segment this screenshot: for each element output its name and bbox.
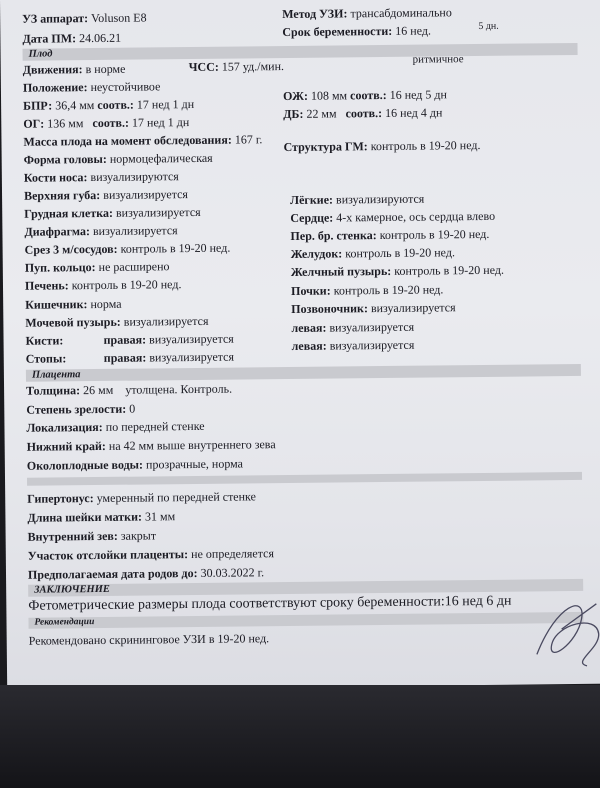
bpd-value: 36,4 мм [55, 98, 95, 113]
lip-label: Верхняя губа: [23, 187, 101, 203]
term-label: Срок беременности: [282, 23, 393, 40]
device-value: Voluson E8 [91, 10, 147, 26]
lmp-label: Дата ПМ: [22, 31, 77, 46]
fl-corr: 16 нед 4 дн [385, 105, 443, 120]
fluid-value: прозрачные, норма [145, 456, 244, 472]
nose-row [24, 169, 179, 185]
method-row [282, 5, 452, 21]
abdwall-value: контроль в 19-20 нед. [379, 226, 490, 243]
hr-row [189, 59, 284, 74]
hands-right-label: правая: [103, 332, 147, 347]
device-label: УЗ аппарат: [22, 11, 89, 26]
tone-value: умеренный по передней стенке [96, 489, 256, 506]
position-row [23, 79, 161, 94]
kidneys-value: контроль в 19-20 нед. [333, 282, 444, 298]
bowel-label: Кишечник: [25, 297, 88, 312]
weight-row [23, 132, 262, 149]
conclusion-text: Фетометрические размеры плода соответствуют сроку беременности:16 нед 6 дн [28, 593, 512, 614]
vessels-label: Срез 3 м/сосудов: [24, 241, 118, 257]
lungs-label: Лёгкие: [290, 192, 334, 207]
thickness-note: утолщена. Контроль. [125, 381, 233, 397]
cervix-label: Длина шейки матки: [27, 509, 143, 525]
fluid-row [27, 456, 243, 472]
brain-row [283, 138, 480, 154]
brain-value: контроль в 19-20 нед. [370, 137, 481, 154]
bladder-row [25, 314, 208, 330]
lip-row [24, 187, 188, 203]
liver-label: Печень: [24, 278, 69, 293]
hc-corr-label: соотв.: [92, 115, 130, 131]
fl-row [283, 105, 442, 121]
maturity-label: Степень зрелости: [26, 401, 127, 417]
term-days: 5 дн. [478, 20, 499, 32]
kidneys-label: Почки: [290, 283, 331, 298]
hands-right-value: визуализируется [149, 331, 234, 347]
ac-value: 108 мм [310, 88, 348, 103]
maturity-value: 0 [129, 401, 136, 416]
hc-value: 136 мм [47, 116, 84, 131]
cervix-row [27, 509, 175, 525]
feet-label: Стопы: [25, 351, 67, 366]
abdwall-row [290, 227, 489, 243]
gallbladder-value: контроль в 19-20 нед. [394, 262, 505, 278]
lungs-value: визуализируются [335, 191, 425, 207]
movements-label: Движения: [22, 62, 83, 77]
abruption-value: не определяется [191, 546, 275, 562]
edd-value: 30.03.2022 г. [200, 565, 265, 580]
head-value: нормоцефалическая [109, 150, 213, 166]
head-row [24, 151, 213, 167]
hc-row [23, 115, 189, 131]
liver-value: контроль в 19-20 нед. [71, 277, 182, 293]
bpd-corr-label: соотв.: [97, 97, 134, 112]
edd-label: Предполагаемая дата родов до: [27, 565, 198, 582]
bowel-row [25, 297, 122, 312]
weight-value: 167 г. [234, 132, 263, 147]
divider-band [27, 472, 582, 486]
bpd-label: БПР: [23, 98, 53, 113]
feet-left-value: визуализируется [329, 337, 415, 353]
diaphragm-value: визуализируется [92, 223, 178, 239]
heart-label: Сердце: [290, 210, 334, 225]
hc-corr: 17 нед 1 дн [131, 115, 190, 130]
diaphragm-label: Диафрагма: [24, 224, 91, 239]
lower-edge-row [27, 437, 276, 454]
stomach-row [291, 245, 455, 261]
hands-right-row [103, 332, 233, 347]
method-value: трансабдоминально [350, 5, 452, 21]
ac-label: ОЖ: [282, 88, 308, 104]
hands-left-row [291, 320, 414, 335]
umbilical-label: Пуп. кольцо: [24, 260, 96, 275]
hands-left-label: левая: [291, 320, 327, 335]
lower-edge-value: на 42 мм выше внутреннего зева [108, 437, 276, 453]
recommendation-text: Рекомендовано скрининговое УЗИ в 19-20 нед. [28, 631, 270, 648]
fluid-label: Околоплодные воды: [26, 457, 144, 473]
kidneys-row [291, 282, 443, 298]
lip-value: визуализируется [103, 187, 188, 202]
hr-value: 157 уд./мин. [221, 59, 285, 74]
hands-label: Кисти: [25, 333, 64, 348]
movements-value: в норме [85, 61, 126, 77]
hands-left-value: визуализируется [329, 319, 415, 335]
signature [526, 584, 600, 675]
tone-row [27, 489, 256, 505]
hr-label: ЧСС: [188, 59, 219, 75]
device-row [22, 10, 146, 25]
location-row [26, 419, 204, 435]
term-value: 16 нед. [395, 23, 432, 38]
spine-label: Позвоночник: [291, 301, 368, 316]
heart-value: 4-х камерное, ось сердца влево [336, 208, 496, 225]
feet-row [26, 351, 67, 365]
lower-edge-label: Нижний край: [26, 438, 106, 454]
umbilical-value: не расширено [98, 259, 170, 274]
nose-label: Кости носа: [23, 170, 88, 185]
feet-right-label: правая: [103, 350, 147, 365]
chest-label: Грудная клетка: [24, 205, 114, 221]
vessels-value: контроль в 19-20 нед. [120, 240, 231, 256]
stomach-value: контроль в 19-20 нед. [345, 245, 455, 261]
lmp-row [22, 31, 121, 46]
location-label: Локализация: [26, 419, 103, 435]
bladder-value: визуализируется [123, 313, 209, 329]
edd-row [28, 565, 264, 581]
feet-left-row [292, 338, 415, 353]
umbilical-row [25, 259, 170, 275]
liver-row [25, 277, 182, 293]
spine-row [291, 300, 455, 316]
bladder-label: Мочевой пузырь: [25, 314, 121, 330]
lmp-value: 24.06.21 [78, 30, 122, 46]
section-conclusion: ЗАКЛЮЧЕНИЕ [28, 579, 583, 597]
chest-value: визуализируется [115, 204, 201, 220]
rhythm-value: ритмичное [412, 53, 464, 66]
position-label: Положение: [22, 80, 88, 95]
fl-label: ДБ: [283, 106, 304, 122]
movements-row [23, 62, 126, 77]
bpd-corr: 17 нед 1 дн [136, 96, 195, 112]
thickness-value: 26 мм [83, 382, 114, 398]
feet-left-label: левая: [291, 338, 327, 353]
abruption-label: Участок отслойки плаценты: [27, 547, 189, 563]
spine-value: визуализируется [370, 300, 456, 316]
method-label: Метод УЗИ: [282, 6, 348, 22]
brain-label: Структура ГМ: [283, 139, 368, 155]
ac-corr-label: соотв.: [350, 87, 387, 103]
section-placenta: Плацента [26, 364, 581, 382]
thickness-label: Толщина: [26, 383, 81, 398]
nose-value: визуализируются [90, 169, 179, 185]
ac-corr: 16 нед 5 дн [389, 87, 447, 102]
section-fetus: Плод [23, 43, 578, 61]
stomach-label: Желудок: [290, 246, 343, 261]
os-row [28, 528, 157, 543]
fl-corr-label: соотв.: [345, 106, 383, 121]
lungs-row [290, 192, 424, 207]
feet-right-row [104, 350, 234, 365]
term-row [282, 23, 431, 39]
gallbladder-label: Желчный пузырь: [290, 263, 392, 279]
position-value: неустойчивое [90, 79, 161, 95]
abruption-row [28, 546, 274, 563]
weight-label: Масса плода на момент обследования: [23, 132, 232, 149]
tone-label: Гипертонус: [27, 491, 94, 506]
location-value: по передней стенке [105, 418, 205, 434]
fl-value: 22 мм [306, 106, 337, 121]
cervix-value: 31 мм [144, 509, 176, 524]
maturity-row [26, 402, 135, 417]
chest-row [24, 205, 201, 221]
ac-row [283, 87, 447, 103]
head-label: Форма головы: [23, 151, 107, 167]
feet-right-value: визуализируется [149, 349, 235, 365]
background-surface [0, 685, 600, 788]
abdwall-label: Пер. бр. стенка: [290, 228, 377, 243]
hands-row [25, 333, 63, 347]
diaphragm-row [24, 223, 177, 239]
os-label: Внутренний зев: [27, 528, 118, 544]
bowel-value: норма [90, 296, 122, 312]
bpd-row [23, 97, 194, 113]
section-recommendations: Рекомендации [28, 612, 583, 629]
os-value: закрыт [120, 528, 157, 543]
hc-label: ОГ: [23, 116, 45, 131]
gallbladder-row [291, 263, 504, 279]
thickness-row [26, 382, 232, 398]
heart-row [290, 209, 495, 225]
vessels-row [25, 241, 231, 257]
